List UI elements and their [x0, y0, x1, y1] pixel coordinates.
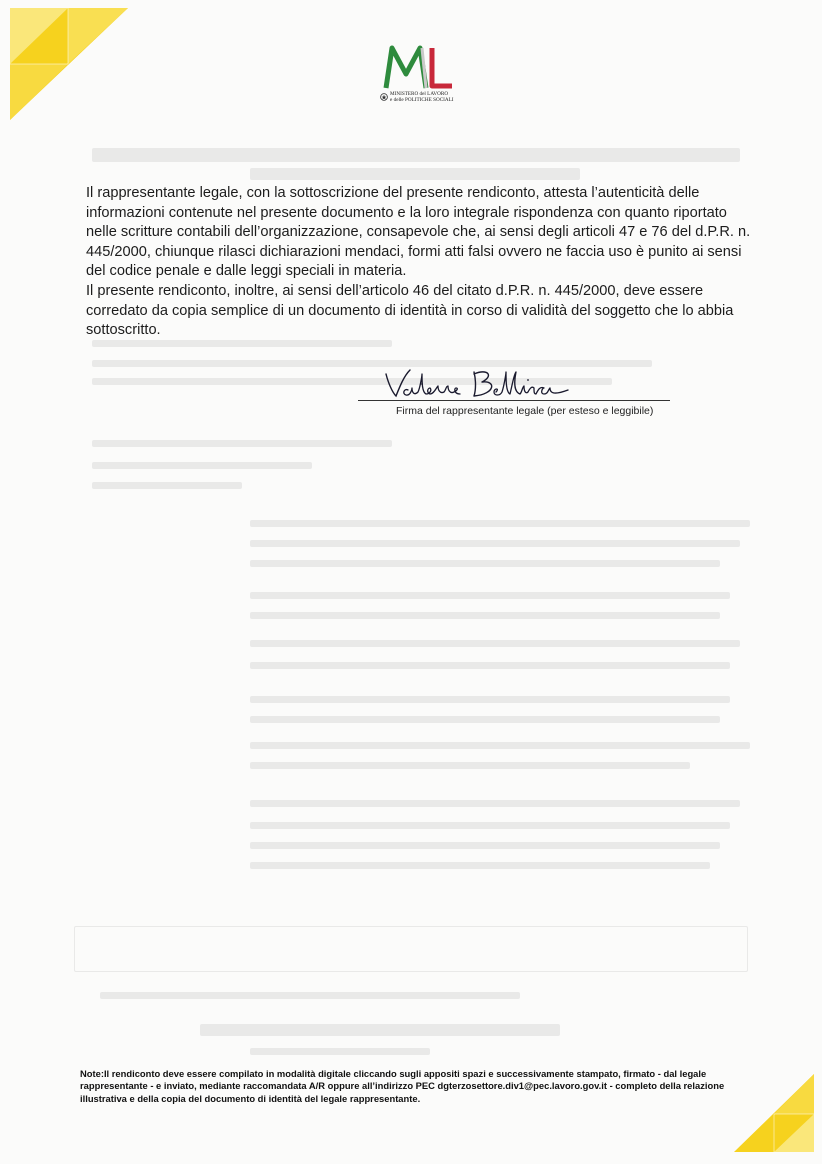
signature-line — [358, 400, 670, 401]
declaration-text — [86, 184, 756, 341]
ministry-name-line2: e delle POLITICHE SOCIALI — [390, 97, 454, 103]
republic-emblem-icon — [380, 92, 388, 102]
show-through-block — [250, 592, 730, 599]
declaration-paragraph-authenticity: Il rappresentante legale, con la sottoscrizione del presente rendiconto, attesta l’autenticità delle informazioni contenute nel presente documento e la loro integrale rispondenza con quanto riportato nelle scritture contabili dell’organizzazione, consapevole che, ai sensi degli articoli 47 e 76 del d.P.R. n. 445/2000, chiunque rilasci dichiarazioni mendaci, formi atti falsi ovvero ne faccia uso è punito ai sensi del codice penale e dalle leggi speciali in materia. — [86, 185, 751, 280]
show-through-block — [250, 800, 740, 807]
show-through-block — [250, 612, 720, 619]
show-through-block — [92, 148, 740, 162]
show-through-block — [250, 716, 720, 723]
signature-label: Firma del rappresentante legale (per esteso e leggibile) — [396, 405, 654, 417]
show-through-block — [250, 1048, 430, 1055]
show-through-block — [100, 992, 520, 999]
ministry-name-line1: MINISTERO del LAVORO — [390, 91, 449, 97]
show-through-block — [250, 640, 740, 647]
show-through-box — [74, 926, 748, 972]
show-through-block — [250, 822, 730, 829]
corner-decoration-bottom-right — [734, 1074, 814, 1152]
corner-decoration-top-left — [10, 8, 128, 120]
show-through-block — [250, 742, 750, 749]
show-through-block — [200, 1024, 560, 1036]
show-through-block — [250, 662, 730, 669]
show-through-block — [250, 560, 720, 567]
show-through-block — [250, 540, 740, 547]
show-through-block — [92, 482, 242, 489]
ministry-monogram-icon — [382, 44, 456, 90]
show-through-block — [250, 842, 720, 849]
ministry-name — [390, 91, 466, 103]
ministry-logo — [380, 44, 460, 108]
handwritten-signature — [378, 366, 578, 402]
show-through-block — [250, 762, 690, 769]
show-through-block — [92, 340, 392, 347]
show-through-block — [92, 440, 392, 447]
show-through-block — [250, 520, 750, 527]
compilation-note: Note:Il rendiconto deve essere compilato in modalità digitale cliccando sugli appositi spazi e successivamente stampato, firmato - dal legale rappresentante - e inviato, mediante raccomandata A/R oppure all’indirizzo PEC dgterzosettore.div1@pec.lavoro.gov.it - completo della relazione illustrativa e della copia del documento di identità del legale rappresentante. — [80, 1068, 725, 1104]
show-through-block — [250, 696, 730, 703]
show-through-block — [250, 862, 710, 869]
show-through-block — [92, 462, 312, 469]
show-through-block — [250, 168, 580, 180]
declaration-paragraph-identity-document: Il presente rendiconto, inoltre, ai sensi dell’articolo 46 del citato d.P.R. n. 445/2000, deve essere corredato da copia semplice di un documento di identità in corso di validità del soggetto che lo abbia sottoscritto. — [86, 282, 734, 339]
